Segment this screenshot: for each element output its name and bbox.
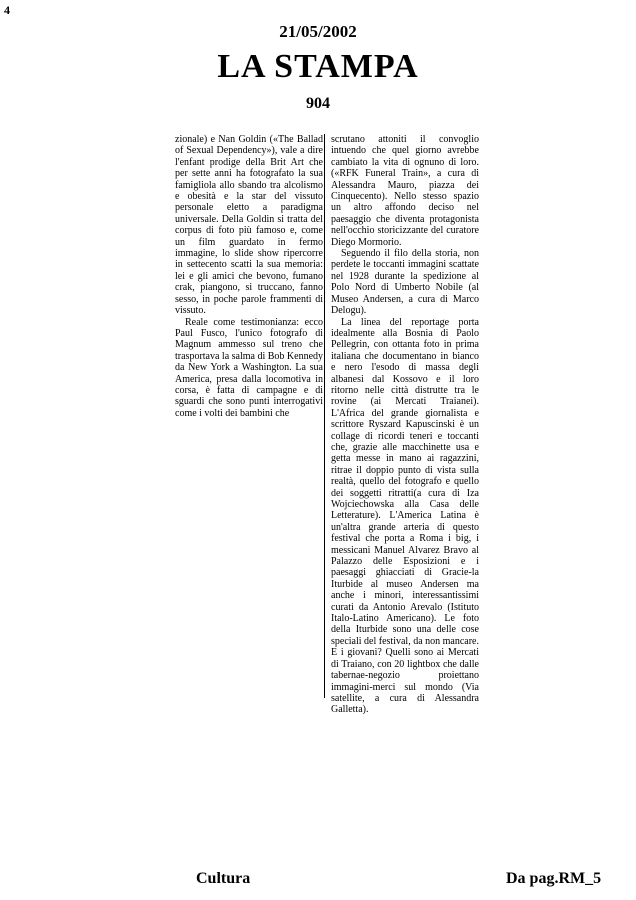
newspaper-masthead: LA STAMPA bbox=[217, 48, 419, 85]
issue-number: 904 bbox=[306, 95, 330, 112]
article-column-2 bbox=[331, 134, 479, 716]
article-paragraph: zionale) e Nan Goldin («The Ballad of Sexual Dependency»), vale a dire l'enfant prodige della Brit Art che per sette anni ha fotografato la sua famigliola allo sbando tra alcolismo e obesità e la star del vissuto personale eletto a paradigma universale. Della Goldin si tratta del corpus di foto più famoso e, come un film guardato in fermo immagine, lo slide show ripercorre in settecento scatti la sua memoria: lei e gli amici che bevono, fumano crak, piangono, si truccano, fanno sesso, in poche parole frammenti di vissuto. bbox=[175, 134, 323, 317]
page-number: 4 bbox=[4, 3, 10, 17]
column-divider bbox=[324, 134, 325, 698]
publication-date: 21/05/2002 bbox=[279, 22, 357, 41]
article-paragraph: Seguendo il filo della storia, non perdete le toccanti immagini scattate nel 1928 durante la spedizione al Polo Nord di Umberto Nobile (al Museo Andersen, a cura di Marco Delogu). bbox=[331, 248, 479, 317]
article-paragraph: Reale come testimonianza: ecco Paul Fusco, l'unico fotografo di Magnum ammesso sul treno che trasportava la salma di Bob Kennedy da New York a Washington. La sua America, presa dalla locomotiva in corsa, è fatta di campagne e di sguardi che sono punti interrogativi come i volti dei bambini che bbox=[175, 316, 324, 419]
article-column-1 bbox=[175, 134, 323, 419]
page-reference: Da pag.RM_5 bbox=[506, 870, 602, 887]
section-label: Cultura bbox=[196, 870, 251, 887]
article-paragraph: La linea del reportage porta idealmente alla Bosnia di Paolo Pellegrin, con ottanta foto in prima italiana che documentano in bianco e nero l'esodo di massa degli albanesi dal Kossovo e il loro ritorno nelle città distrutte tra le rovine (ai Mercati Traianei). L'Africa del grande giornalista e scrittore Ryszard Kapuscinski è un collage di ricordi teneri e toccanti che, grazie alle macchinette usa e getta messe in mano ai ragazzini, ritrae il doppio punto di vista sulla realtà, quello del fotografo e quello dei soggetti ritratti(a cura di Iza Wojciechowska alla Casa delle Letterature). L'America Latina è un'altra grande arteria di questo festival che porta a Roma i big, i messicani Manuel Alvarez Bravo al Palazzo delle Esposizioni e i paesaggi ghiacciati di Gracie-la Iturbide al museo Andersen ma anche i minori, interessantissimi curati da Antonio Arevalo (Istituto Italo-Latino Americano). Le foto della Iturbide sono una delle cose speciali del festival, da non mancare. E i giovani? Quelli sono ai Mercati di Traiano, con 20 lightbox che dalle tabernae-negozio proiettano immagini-merci sul mondo (Via satellite, a cura di Alessandra Galletta). bbox=[331, 316, 479, 716]
article-paragraph: scrutano attoniti il convoglio intuendo che quel giorno avrebbe cambiato la vita di ognuno di loro. («RFK Funeral Train», a cura di Alessandra Mauro, piazza dei Cinquecento). Nello stesso spazio un altro affondo deciso nel paesaggio che diventa protagonista nell'occhio storicizzante del curatore Diego Mormorio. bbox=[331, 134, 479, 248]
